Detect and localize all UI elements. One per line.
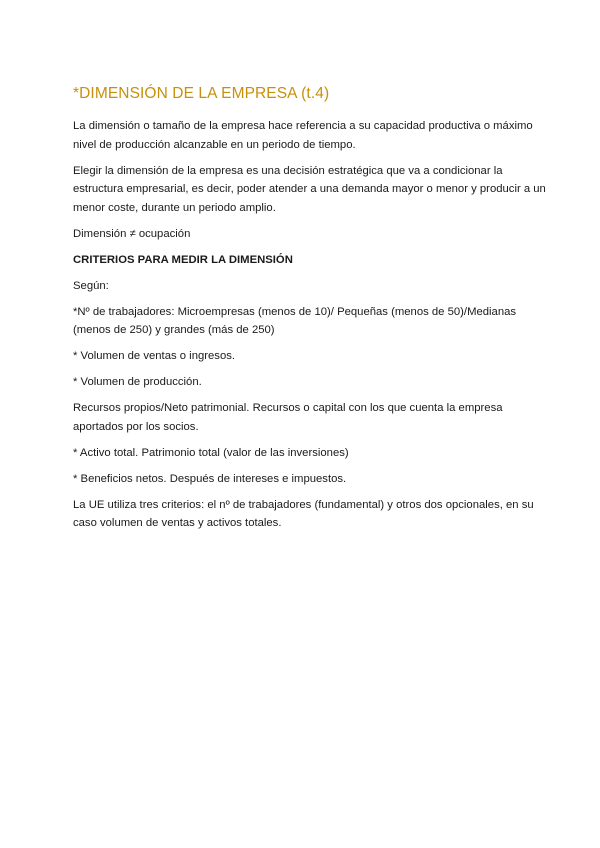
criterion-sales-volume: * Volumen de ventas o ingresos. — [73, 350, 236, 362]
paragraph-segun: Según: — [73, 279, 109, 292]
section-heading-criteria: CRITERIOS PARA MEDIR LA DIMENSIÓN — [73, 253, 293, 266]
criterion-production-volume: * Volumen de producción. — [73, 376, 202, 388]
criterion-workers: *Nº de trabajadores: Microempresas (menos de 10)/ Pequeñas (menos de 50)/Medianas (menos de 250) y grandes (más de 250) — [73, 305, 517, 336]
document-title: *DIMENSIÓN DE LA EMPRESA (t.4) — [73, 85, 330, 102]
criterion-own-resources: Recursos propios/Neto patrimonial. Recursos o capital con los que cuenta la empresa aportados por los socios. — [73, 402, 503, 433]
document-body — [73, 84, 553, 540]
paragraph-strategic-decision: Elegir la dimensión de la empresa es una decisión estratégica que va a condicionar la estructura empresarial, es decir, poder atender a una demanda mayor o menor y producir a un menor coste, durante un periodo amplio. — [73, 164, 546, 214]
paragraph-definition: La dimensión o tamaño de la empresa hace referencia a su capacidad productiva o máximo nivel de producción alcanzable en un periodo de tiempo. — [73, 120, 533, 151]
paragraph-dimension-vs-occupation: Dimensión ≠ ocupación — [73, 227, 191, 240]
paragraph-eu-criteria: La UE utiliza tres criterios: el nº de trabajadores (fundamental) y otros dos opcionales, en su caso volumen de ventas y activos totales. — [73, 498, 534, 529]
criterion-total-assets: * Activo total. Patrimonio total (valor de las inversiones) — [73, 446, 349, 459]
criterion-net-profit: * Beneficios netos. Después de intereses e impuestos. — [73, 472, 347, 485]
